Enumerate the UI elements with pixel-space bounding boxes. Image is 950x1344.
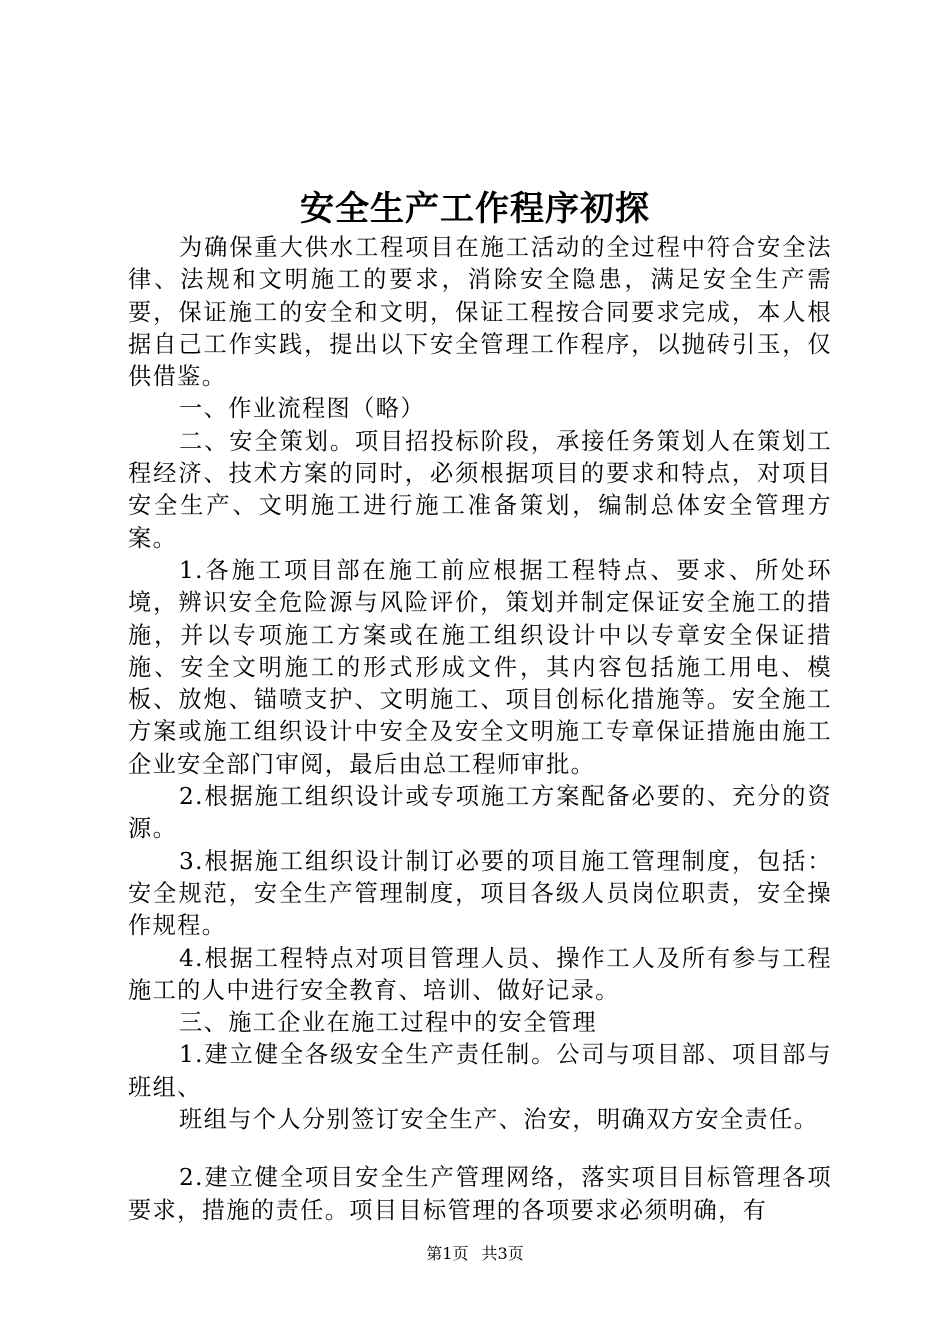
paragraph-section-3: 三、施工企业在施工过程中的安全管理 <box>179 1009 598 1037</box>
paragraph-section-3-item-1: 1.建立健全各级安全生产责任制。公司与项目部、项目部与班组、 <box>128 1041 832 1101</box>
paragraph-item-2: 2.根据施工组织设计或专项施工方案配备必要的、充分的资源。 <box>128 783 832 843</box>
paragraph-intro: 为确保重大供水工程项目在施工活动的全过程中符合安全法律、法规和文明施工的要求，消除安全隐患，满足安全生产需要，保证施工的安全和文明，保证工程按合同要求完成，本人根据自己工作实践，提出以下安全管理工作程序，以抛砖引玉，仅供借鉴。 <box>128 234 832 391</box>
document-title: 安全生产工作程序初探 <box>300 189 650 229</box>
paragraph-section-3-item-1-cont: 班组与个人分别签订安全生产、治安，明确双方安全责任。 <box>179 1106 819 1134</box>
page-number: 第1页 <box>426 1244 469 1263</box>
paragraph-item-3: 3.根据施工组织设计制订必要的项目施工管理制度，包括：安全规范，安全生产管理制度，项目各级人员岗位职责，安全操作规程。 <box>128 847 832 940</box>
page-footer <box>0 1244 950 1264</box>
page-total: 共3页 <box>481 1244 524 1263</box>
document-body <box>128 232 832 1227</box>
paragraph-section-2: 二、安全策划。项目招投标阶段，承接任务策划人在策划工程经济、技术方案的同时，必须根据项目的要求和特点，对项目安全生产、文明施工进行施工准备策划，编制总体安全管理方案。 <box>128 427 832 552</box>
paragraph-section-3-item-2: 2.建立健全项目安全生产管理网络，落实项目目标管理各项要求，措施的责任。项目目标管理的各项要求必须明确，有 <box>128 1164 832 1224</box>
paragraph-section-1: 一、作业流程图（略） <box>179 395 425 423</box>
paragraph-item-1: 1.各施工项目部在施工前应根据工程特点、要求、所处环境，辨识安全危险源与风险评价，策划并制定保证安全施工的措施，并以专项施工方案或在施工组织设计中以专章安全保证措施、安全文明施工的形式形成文件，其内容包括施工用电、模板、放炮、锚喷支护、文明施工、项目创标化措施等。安全施工方案或施工组织设计中安全及安全文明施工专章保证措施由施工企业安全部门审阅，最后由总工程师审批。 <box>128 556 832 778</box>
paragraph-item-4: 4.根据工程特点对项目管理人员、操作工人及所有参与工程施工的人中进行安全教育、培训、做好记录。 <box>128 944 832 1004</box>
